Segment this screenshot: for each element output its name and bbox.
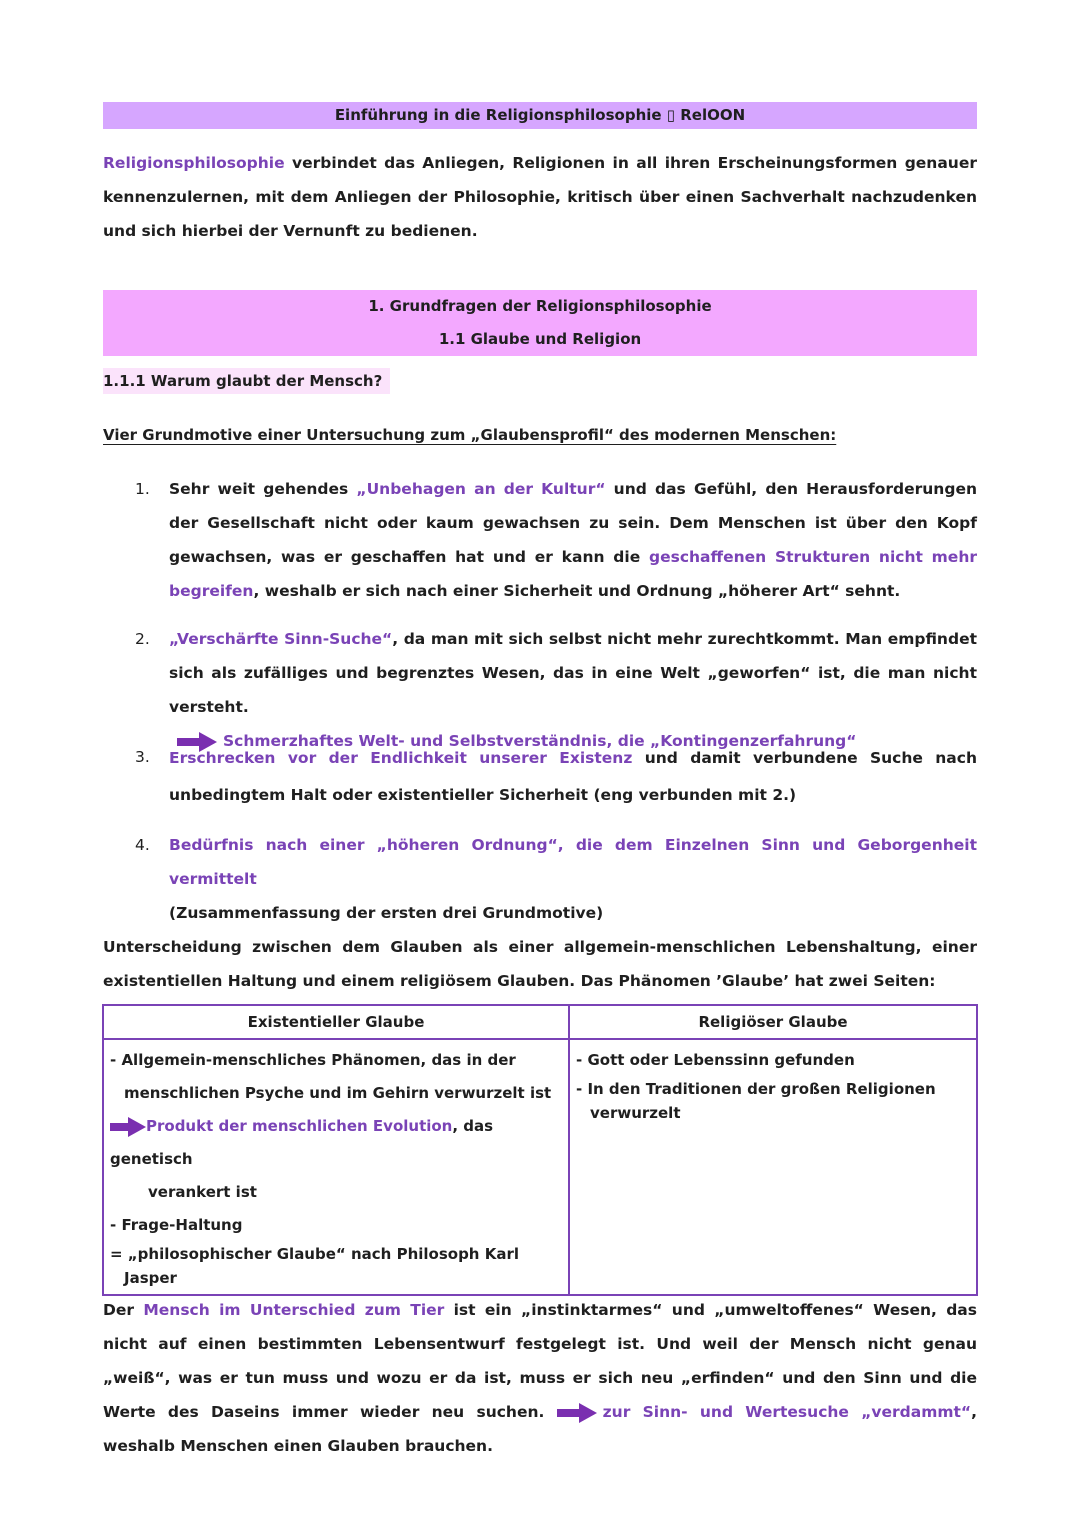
table-line: verankert ist (148, 1183, 257, 1201)
motive-highlight: Bedürfnis nach einer „höheren Ordnung“, die dem Einzelnen Sinn und Geborgenheit vermittelt (169, 836, 977, 888)
table-line: - Allgemein-menschliches Phänomen, das in der (110, 1051, 516, 1069)
arrow-right-icon (110, 1117, 146, 1137)
section-title: 1. Grundfragen der Religionsphilosophie (368, 297, 712, 315)
motive-text: und damit verbundene Suche nach unbedingtem Halt oder existentieller Sicherheit (eng verbunden mit 2.) (169, 749, 977, 804)
motive-number: 4. (135, 836, 150, 854)
closing-paragraph (103, 1293, 977, 1463)
motive-text: Sehr weit gehendes (169, 480, 357, 498)
table-highlight: Produkt der menschlichen Evolution (146, 1117, 453, 1135)
motive-item-1 (135, 472, 977, 608)
comparison-table (102, 1004, 978, 1296)
closing-text: ist ein „instinktarmes“ und „umweltoffenes“ Wesen, das nicht auf einen bestimmten Lebensentwurf festgelegt ist. Und weil der Mensch nicht genau „weiß“, was er tun muss und wozu er da ist, muss er sich neu „erfinden“ und den Sinn und die Werte des Daseins immer wieder neu suchen. (103, 1301, 977, 1421)
motive-text: , da man mit sich selbst nicht mehr zurechtkommt. Man empfindet sich als zufälliges und begrenztes Wesen, das in eine Welt „geworfen“ ist, die man nicht versteht. (169, 630, 977, 716)
table-header-religious: Religiöser Glaube (569, 1005, 977, 1039)
motive-item-3 (135, 740, 977, 814)
motive-text: und das Gefühl, den Herausforderungen der Gesellschaft nicht oder kaum gewachsen zu sein. Dem Menschen ist über den Kopf gewachsen, was er geschaffen hat und er kann die (169, 480, 977, 566)
closing-highlight: Mensch im Unterschied zum Tier (143, 1301, 445, 1319)
section-subtitle: 1.1 Glaube und Religion (438, 330, 642, 348)
motive-highlight: „Unbehagen an der Kultur“ (356, 480, 606, 498)
table-line: - In den Traditionen der großen Religionen (576, 1080, 936, 1098)
existential-cell (103, 1039, 569, 1295)
table-line (110, 1110, 562, 1176)
intro-term: Religionsphilosophie (103, 154, 285, 172)
table-line: menschlichen Psyche und im Gehirn verwurzelt ist (124, 1084, 552, 1102)
motive-number: 3. (135, 748, 150, 766)
motive-item-2 (135, 622, 977, 758)
motive-highlight: Schmerzhaftes Welt- und Selbstverständnis, die „Kontingenzerfahrung“ (223, 732, 857, 750)
table-header-existential: Existentieller Glaube (103, 1005, 569, 1039)
arrow-right-icon (557, 1403, 597, 1423)
intro-text: verbindet das Anliegen, Religionen in all ihren Erscheinungsformen genauer kennenzulernen, mit dem Anliegen der Philosophie, kritisch über einen Sachverhalt nachzudenken und sich hierbei der Vernunft zu bedienen. (103, 154, 977, 240)
motives-heading: Vier Grundmotive einer Untersuchung zum „Glaubensprofil“ des modernen Menschen: (103, 426, 837, 444)
motive-note: (Zusammenfassung der ersten drei Grundmotive) (169, 904, 604, 922)
motive-highlight: „Verschärfte Sinn-Suche“ (169, 630, 393, 648)
religious-cell (569, 1039, 977, 1295)
subsection-title: 1.1.1 Warum glaubt der Mensch? (103, 368, 390, 394)
motive-number: 2. (135, 630, 150, 648)
table-line: verwurzelt (590, 1104, 681, 1122)
table-line: = „philosophischer Glaube“ nach Philosoph Karl (110, 1245, 519, 1263)
section-band (103, 290, 977, 356)
closing-highlight: zur Sinn- und Wertesuche „verdammt“ (602, 1403, 972, 1421)
motive-highlight: geschaffenen Strukturen nicht mehr begreifen (169, 548, 978, 600)
motive-highlight: Erschrecken vor der Endlichkeit unserer Existenz (169, 749, 633, 767)
closing-text: , weshalb Menschen einen Glauben brauchen. (103, 1403, 977, 1455)
table-line: - Gott oder Lebenssinn gefunden (576, 1051, 855, 1069)
table-line: Jasper (124, 1269, 177, 1287)
table-text: , das genetisch (110, 1117, 494, 1168)
intro-paragraph (103, 146, 977, 248)
table-line: - Frage-Haltung (110, 1216, 243, 1234)
document-title: Einführung in die Religionsphilosophie ▯ RelOON (103, 102, 977, 129)
motive-text: , weshalb er sich nach einer Sicherheit und Ordnung „höherer Art“ sehnt. (253, 582, 901, 600)
motive-number: 1. (135, 480, 150, 498)
distinction-paragraph: Unterscheidung zwischen dem Glauben als einer allgemein-menschlichen Lebenshaltung, einer existentiellen Haltung und einem religiösem Glauben. Das Phänomen ’Glaube’ hat zwei Seiten: (103, 938, 977, 990)
motive-item-4 (135, 828, 977, 930)
closing-text: Der (103, 1301, 144, 1319)
